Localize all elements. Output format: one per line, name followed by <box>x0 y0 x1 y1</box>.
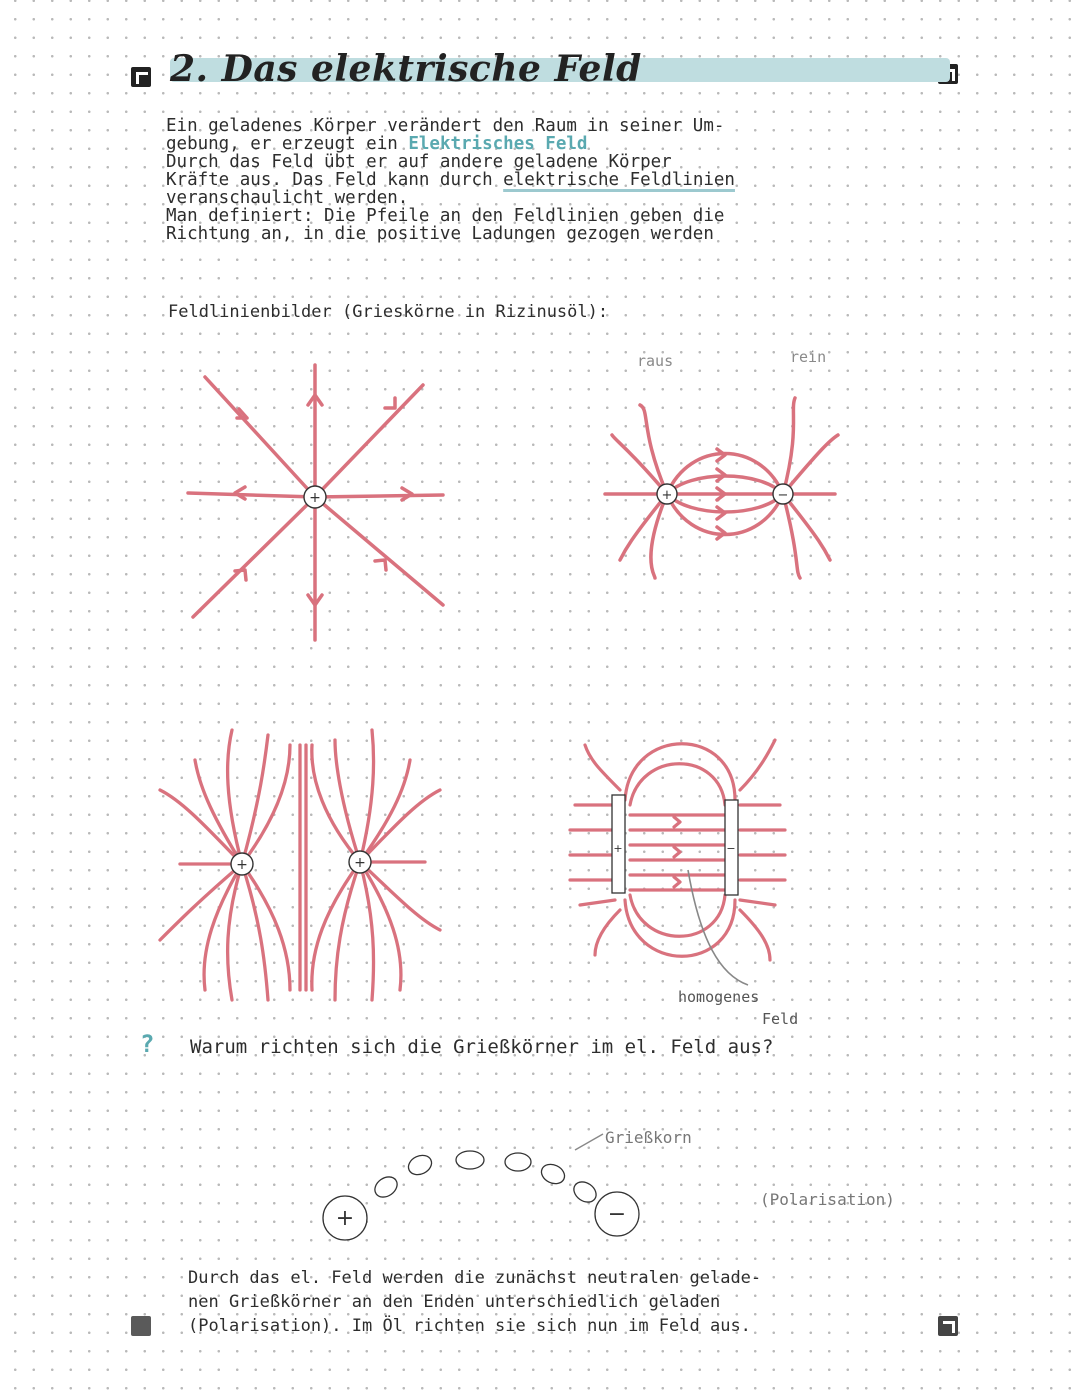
dipole-diagram <box>605 398 838 578</box>
intro-line: gebung, er erzeugt ein Elektrisches Feld <box>166 134 588 154</box>
answer-paragraph <box>188 1266 761 1338</box>
intro-line: veranschaulicht werden. <box>166 188 409 208</box>
label-raus: raus <box>637 352 674 370</box>
homogeneous-pointer <box>688 870 748 985</box>
question-mark-icon: ? <box>140 1030 155 1058</box>
answer-line: nen Grießkörner an den Enden unterschiedlich geladen <box>188 1292 721 1312</box>
left-plus-symbol: + <box>236 857 248 873</box>
label-rein: rein <box>790 348 827 366</box>
answer-line: Durch das el. Feld werden die zunächst neutralen gelade- <box>188 1268 762 1288</box>
positive-plate-symbol: + <box>613 842 623 855</box>
dipole-minus-symbol: − <box>777 488 789 503</box>
label-homogenes: homogenes <box>678 988 760 1006</box>
electric-field-term: Elektrisches Feld <box>408 134 588 154</box>
right-plus-symbol: + <box>354 855 366 871</box>
intro-line: Man definiert: Die Pfeile an den Feldlinien geben die <box>166 206 725 226</box>
label-polarisation: (Polarisation) <box>760 1190 895 1209</box>
two-positive-charges-diagram <box>160 730 440 1000</box>
page-title: 2. Das elektrische Feld <box>170 48 642 90</box>
field-images-heading: Feldlinienbilder (Grieskörne in Rizinusöl): <box>168 302 609 322</box>
label-feld: Feld <box>762 1010 799 1028</box>
answer-line: (Polarisation). Im Öl richten sie sich nun im Feld aus. <box>188 1316 751 1336</box>
dipole-plus-symbol: + <box>661 488 673 503</box>
polarisation-diagram <box>323 1151 639 1240</box>
intro-line: Richtung an, in die positive Ladungen gezogen werden <box>166 224 714 244</box>
label-griesskorn: Grießkorn <box>605 1128 692 1147</box>
field-lines-term: elektrische Feldlinien <box>503 170 735 190</box>
intro-line: Ein geladenes Körper verändert den Raum in seiner Um- <box>166 116 725 136</box>
polarisation-minus: − <box>607 1202 627 1227</box>
parallel-plates-diagram <box>570 740 785 960</box>
intro-line: Durch das Feld übt er auf andere geladene Körper <box>166 152 672 172</box>
question-text: Warum richten sich die Grießkörner im el. Feld aus? <box>190 1036 774 1058</box>
griesskorn-pointer <box>575 1134 603 1150</box>
intro-line: Kräfte aus. Das Feld kann durch elektrische Feldlinien <box>166 170 735 190</box>
positive-charge-symbol: + <box>309 490 321 506</box>
negative-plate-symbol: − <box>726 842 736 855</box>
polarisation-plus: + <box>335 1206 355 1231</box>
